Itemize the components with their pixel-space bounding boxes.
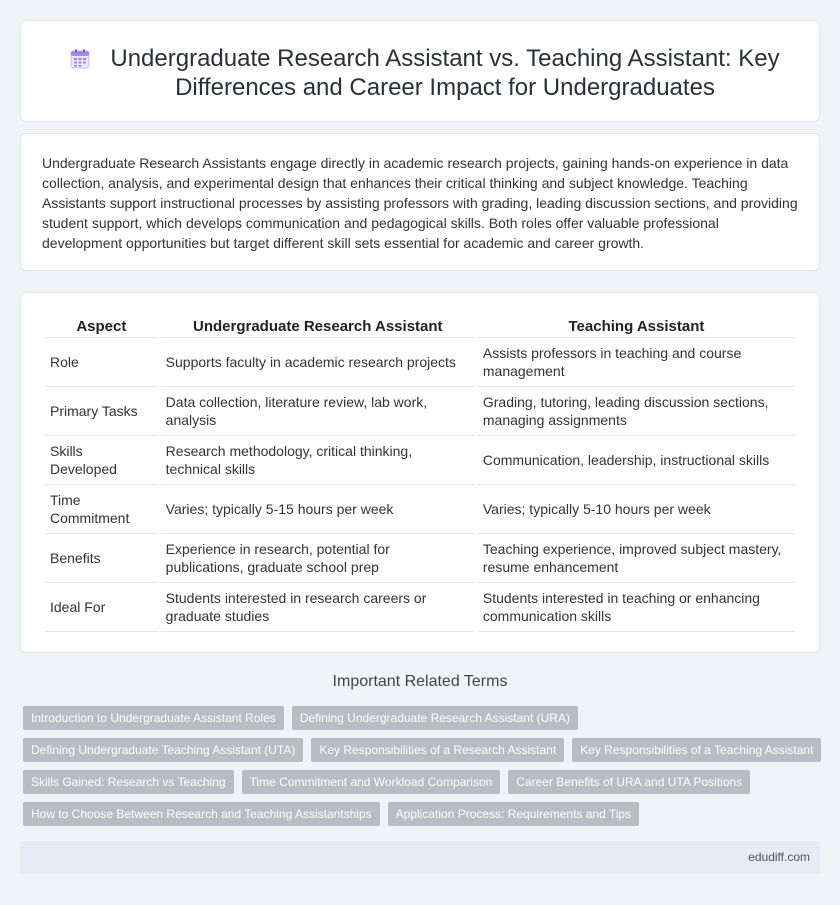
title-card: [20, 20, 820, 122]
cell-teaching: Students interested in teaching or enhancing communication skills: [478, 583, 795, 632]
related-term-tag[interactable]: Introduction to Undergraduate Assistant Roles: [23, 706, 284, 730]
table-header-row: [45, 315, 795, 338]
cell-aspect: Skills Developed: [45, 436, 158, 485]
site-name[interactable]: edudiff.com: [748, 850, 810, 864]
cell-aspect: Time Commitment: [45, 485, 158, 534]
related-term-tag[interactable]: Time Commitment and Workload Comparison: [242, 770, 501, 794]
cell-research: Supports faculty in academic research projects: [161, 338, 475, 387]
table-row: [45, 436, 795, 485]
cell-teaching: Grading, tutoring, leading discussion sections, managing assignments: [478, 387, 795, 436]
intro-card: [20, 133, 820, 271]
related-term-tag[interactable]: Skills Gained: Research vs Teaching: [23, 770, 234, 794]
cell-teaching: Assists professors in teaching and course management: [478, 338, 795, 387]
related-term-tag[interactable]: Career Benefits of URA and UTA Positions: [508, 770, 750, 794]
related-term-tag[interactable]: Application Process: Requirements and Tips: [388, 802, 639, 826]
cell-research: Varies; typically 5-15 hours per week: [161, 485, 475, 534]
cell-aspect: Primary Tasks: [45, 387, 158, 436]
related-term-tag[interactable]: Defining Undergraduate Teaching Assistant (UTA): [23, 738, 303, 762]
related-terms-list: [23, 706, 823, 834]
related-term-tag[interactable]: Key Responsibilities of a Research Assistant: [311, 738, 564, 762]
table-row: [45, 338, 795, 387]
cell-research: Experience in research, potential for publications, graduate school prep: [161, 534, 475, 583]
table-row: [45, 387, 795, 436]
table-row: [45, 485, 795, 534]
cell-teaching: Varies; typically 5-10 hours per week: [478, 485, 795, 534]
related-term-tag[interactable]: Defining Undergraduate Research Assistant (URA): [292, 706, 578, 730]
related-terms-heading: Important Related Terms: [332, 673, 508, 690]
table-row: [45, 583, 795, 632]
calendar-icon: [69, 48, 91, 70]
cell-research: Students interested in research careers or graduate studies: [161, 583, 475, 632]
cell-teaching: Teaching experience, improved subject mastery, resume enhancement: [478, 534, 795, 583]
cell-aspect: Ideal For: [45, 583, 158, 632]
table-row: [45, 534, 795, 583]
cell-aspect: Role: [45, 338, 158, 387]
header-aspect: Aspect: [45, 315, 158, 338]
related-term-tag[interactable]: Key Responsibilities of a Teaching Assistant: [572, 738, 821, 762]
comparison-table-card: [20, 292, 820, 653]
header-research-assistant: Undergraduate Research Assistant: [161, 315, 475, 338]
intro-text: Undergraduate Research Assistants engage directly in academic research projects, gaining hands-on experience in data collection, analysis, and experimental design that enhances their critical thinking and subject knowledge. Teaching Assistants support instructional processes by assisting professors with grading, leading discussion sections, and providing student support, which develops communication and pedagogical skills. Both roles offer valuable professional development opportunities but target different skill sets essential for academic and career growth.: [42, 155, 798, 251]
cell-aspect: Benefits: [45, 534, 158, 583]
cell-research: Research methodology, critical thinking, technical skills: [161, 436, 475, 485]
page-title: Undergraduate Research Assistant vs. Teaching Assistant: Key Differences and Career Impact for Undergraduates: [110, 45, 780, 101]
related-term-tag[interactable]: How to Choose Between Research and Teaching Assistantships: [23, 802, 380, 826]
header-teaching-assistant: Teaching Assistant: [478, 315, 795, 338]
cell-teaching: Communication, leadership, instructional skills: [478, 436, 795, 485]
comparison-table: [42, 315, 798, 632]
cell-research: Data collection, literature review, lab work, analysis: [161, 387, 475, 436]
footer: [20, 841, 820, 874]
